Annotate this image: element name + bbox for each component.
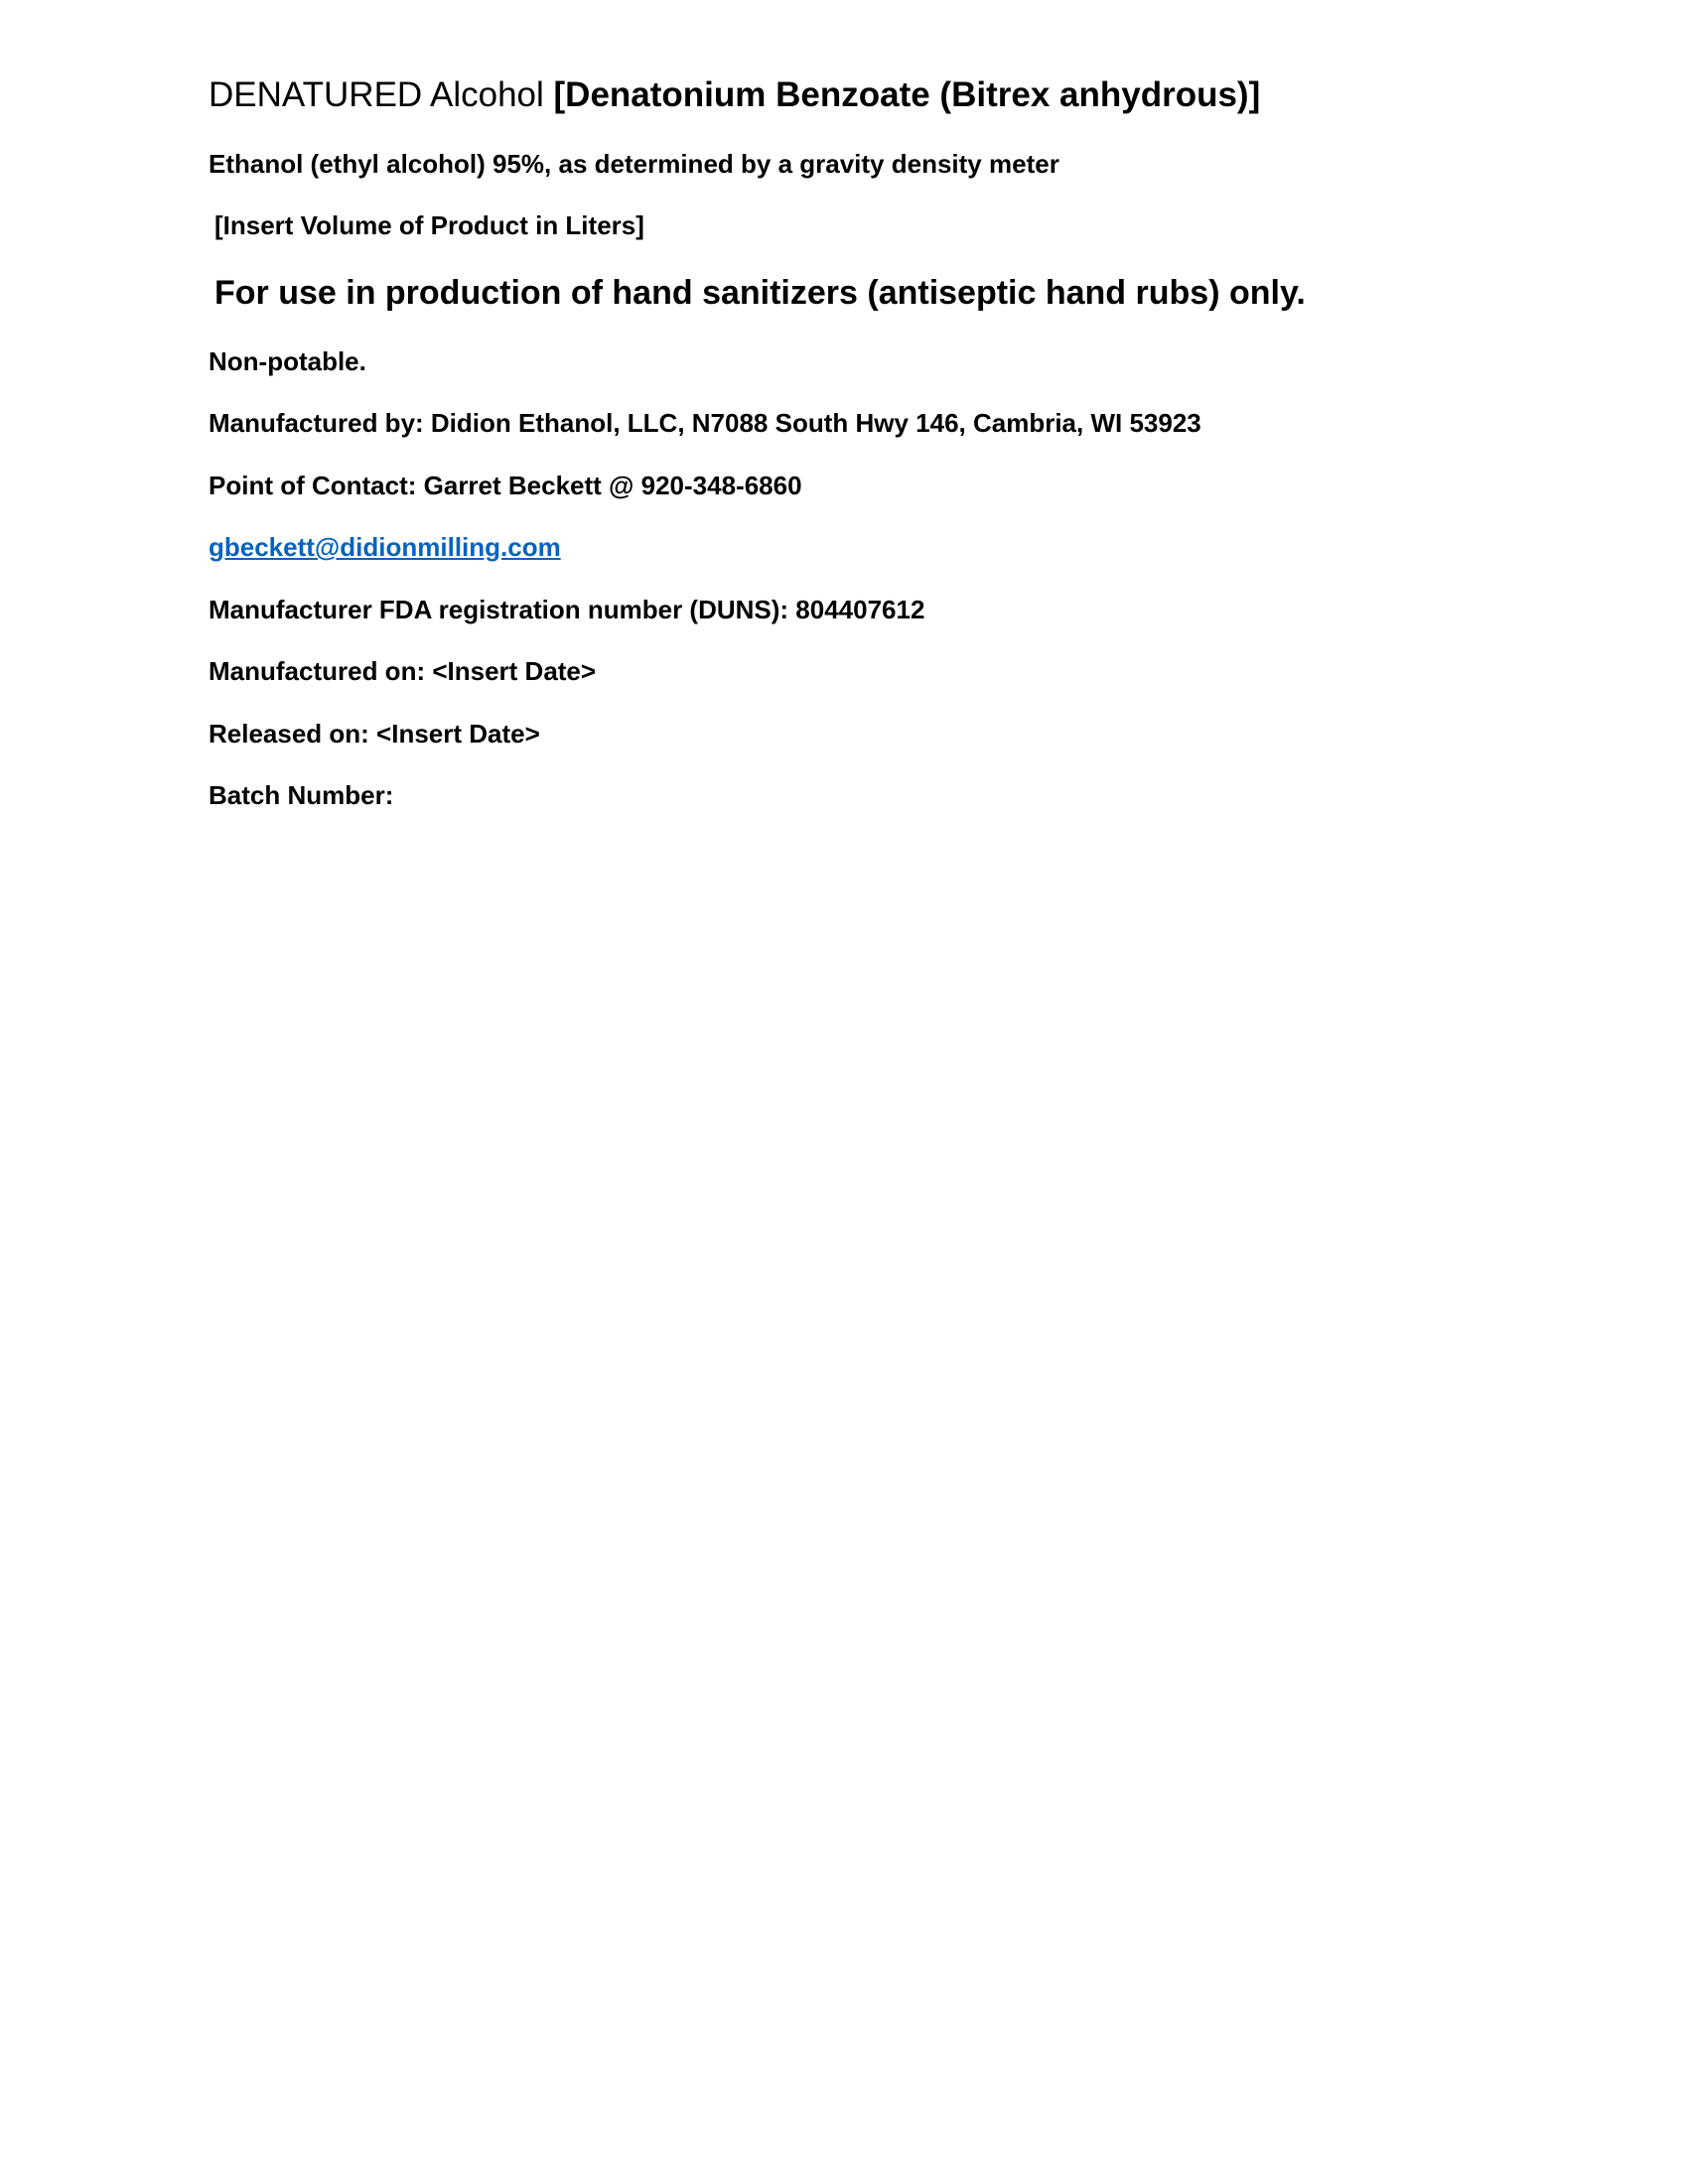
contact-email-line <box>209 532 561 563</box>
title-prefix: DENATURED Alcohol <box>209 75 554 114</box>
manufactured-date: Manufactured on: <Insert Date> <box>209 656 597 686</box>
use-statement: For use in production of hand sanitizers (antiseptic hand rubs) only. <box>214 274 1306 312</box>
batch-number: Batch Number: <box>209 780 394 810</box>
non-potable-notice: Non-potable. <box>209 346 366 376</box>
released-date: Released on: <Insert Date> <box>209 719 540 749</box>
document-title <box>209 75 1260 115</box>
point-of-contact: Point of Contact: Garret Beckett @ 920-348-6860 <box>209 471 802 500</box>
fda-registration-number: Manufacturer FDA registration number (DUNS): 804407612 <box>209 595 925 624</box>
manufacturer-address: Manufactured by: Didion Ethanol, LLC, N7088 South Hwy 146, Cambria, WI 53923 <box>209 408 1201 438</box>
product-description: Ethanol (ethyl alcohol) 95%, as determined by a gravity density meter <box>209 149 1059 179</box>
title-denaturant: [Denatonium Benzoate (Bitrex anhydrous)] <box>553 75 1261 114</box>
contact-email-link[interactable]: gbeckett@didionmilling.com <box>209 532 561 562</box>
volume-placeholder: [Insert Volume of Product in Liters] <box>214 210 644 240</box>
